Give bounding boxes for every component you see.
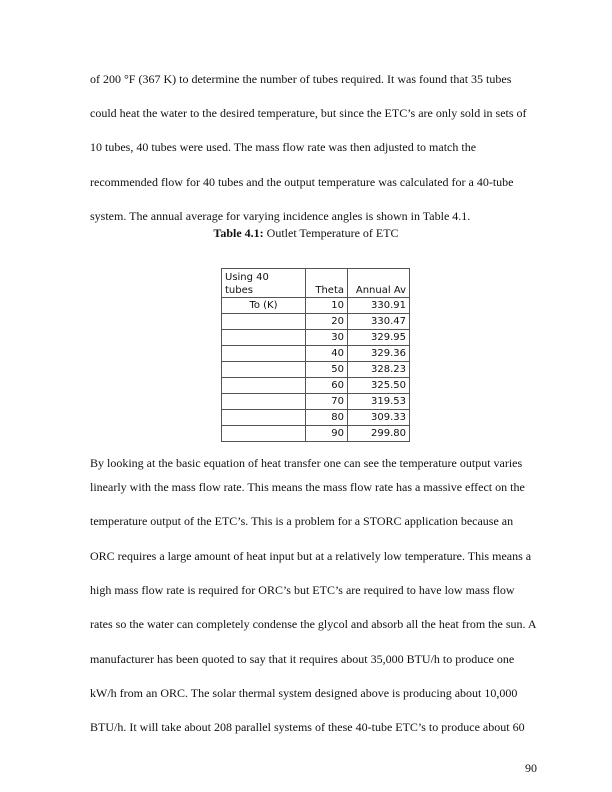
text-line: recommended flow for 40 tubes and the output temperature was calculated for a 40-tube [90,175,514,189]
theta-cell: 60 [306,378,348,394]
table-row [222,298,410,314]
header-cell-using-tubes [222,269,306,298]
theta-cell: 10 [306,298,348,314]
theta-cell: 90 [306,426,348,442]
annual-av-cell: 329.95 [348,330,410,346]
table-row [222,394,410,410]
text-line: rates so the water can completely condense the glycol and absorb all the heat from the sun. A [90,617,537,631]
text-line: BTU/h. It will take about 208 parallel systems of these 40-tube ETC’s to produce about 60 [90,720,525,734]
text-line: linearly with the mass flow rate. This means the mass flow rate has a massive effect on the [90,480,525,494]
table-row [222,346,410,362]
annual-av-cell: 330.91 [348,298,410,314]
annual-av-cell: 330.47 [348,314,410,330]
empty-cell [222,362,306,378]
empty-cell [222,378,306,394]
text-line: temperature output of the ETC’s. This is a problem for a STORC application because an [90,514,514,528]
header-cell-theta: Theta [306,269,348,298]
text-line: high mass flow rate is required for ORC’s but ETC’s are required to have low mass flow [90,583,515,597]
text-line: system. The annual average for varying incidence angles is shown in Table 4.1. [90,209,471,223]
theta-cell: 40 [306,346,348,362]
annual-av-cell: 309.33 [348,410,410,426]
table-row [222,314,410,330]
empty-cell [222,410,306,426]
theta-cell: 70 [306,394,348,410]
text-line: of 200 °F (367 K) to determine the number of tubes required. It was found that 35 tubes [90,72,512,86]
table-row [222,378,410,394]
row-label-cell: To (K) [222,298,306,314]
table-caption-text: Outlet Temperature of ETC [263,226,399,240]
empty-cell [222,314,306,330]
theta-cell: 20 [306,314,348,330]
table-caption-label: Table 4.1: [213,226,264,240]
empty-cell [222,346,306,362]
annual-av-cell: 325.50 [348,378,410,394]
empty-cell [222,330,306,346]
text-line: kW/h from an ORC. The solar thermal system designed above is producing about 10,000 [90,686,518,700]
header-line: tubes [225,285,253,296]
annual-av-cell: 299.80 [348,426,410,442]
table-row [222,410,410,426]
annual-av-cell: 328.23 [348,362,410,378]
table-header-row [222,269,410,298]
text-line: By looking at the basic equation of heat transfer one can see the temperature output varies [90,456,523,470]
page-number: 90 [525,761,537,775]
empty-cell [222,394,306,410]
theta-cell: 50 [306,362,348,378]
theta-cell: 30 [306,330,348,346]
annual-av-cell: 319.53 [348,394,410,410]
table-row [222,362,410,378]
outlet-temperature-table [221,268,410,442]
annual-av-cell: 329.36 [348,346,410,362]
text-line: could heat the water to the desired temperature, but since the ETC’s are only sold in sets of [90,106,527,120]
theta-cell: 80 [306,410,348,426]
text-line: ORC requires a large amount of heat input but at a relatively low temperature. This means a [90,549,532,563]
table-caption [0,226,612,240]
header-cell-annual-av: Annual Av [348,269,410,298]
table-row [222,426,410,442]
table-row [222,330,410,346]
empty-cell [222,426,306,442]
text-line: 10 tubes, 40 tubes were used. The mass flow rate was then adjusted to match the [90,140,477,154]
header-line: Using 40 [225,272,269,283]
text-line: manufacturer has been quoted to say that it requires about 35,000 BTU/h to produce one [90,652,515,666]
